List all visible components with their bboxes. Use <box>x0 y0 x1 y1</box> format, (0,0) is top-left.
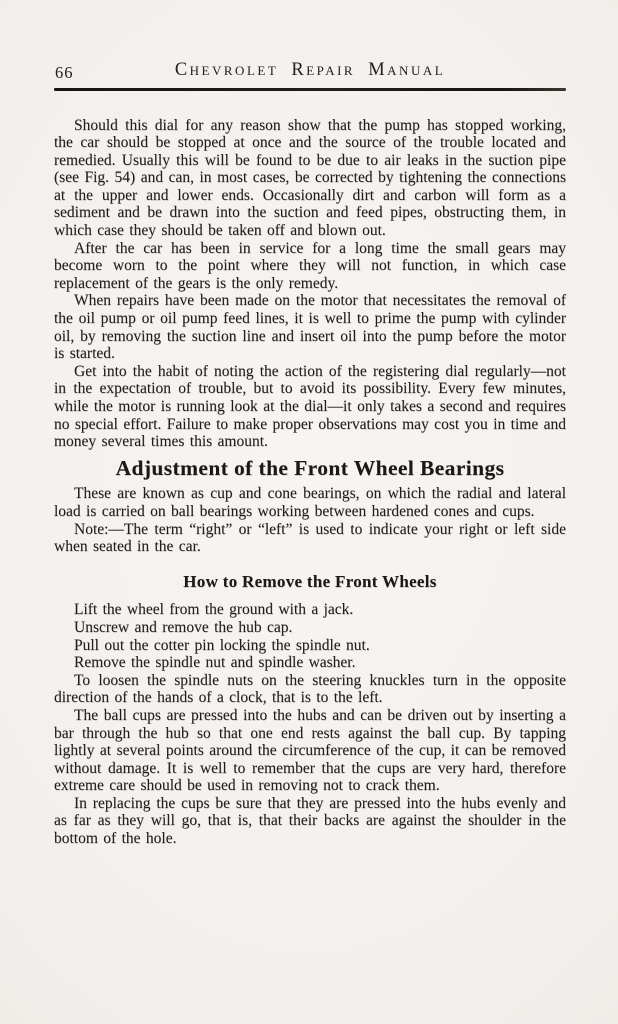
page-header <box>54 60 566 84</box>
paragraph-ball-cups-removal: The ball cups are pressed into the hubs and can be driven out by inserting a bar through the hub so that one end rests against the ball cup. By tapping lightly at several points around the circumference of the cup, it can be removed without damage. It is well to remember that the cups are very hard, therefore extreme care should be used in removing not to crack them. <box>54 706 566 795</box>
paragraph-pump-dial: Should this dial for any reason show that the pump has stopped working, the car should be stopped at once and the source of the trouble located and remedied. Usually this will be found to be due to air leaks in the suction pipe (see Fig. 54) and can, in most cases, be corrected by tightening the connections at the upper and lower ends. Occasionally dirt and carbon will form as a sediment and be drawn into the suction and feed pipes, obstructing them, in which case they should be taken off and blown out. <box>54 116 566 240</box>
header-rule <box>54 88 566 91</box>
paragraph-replacing-cups: In replacing the cups be sure that they are pressed into the hubs evenly and as far as they will go, that is, that their backs are against the shoulder in the bottom of the hole. <box>54 794 566 848</box>
step-pull-cotter-pin: Pull out the cotter pin locking the spindle nut. <box>74 636 370 654</box>
step-unscrew-hub-cap: Unscrew and remove the hub cap. <box>74 618 293 636</box>
paragraph-note-right-left: Note:—The term “right” or “left” is used to indicate your right or left side when seated in the car. <box>54 520 566 556</box>
step-remove-spindle-nut: Remove the spindle nut and spindle washer. <box>74 654 356 672</box>
paragraph-worn-gears: After the car has been in service for a long time the small gears may become worn to the point where they will not function, in which case replacement of the gears is the only remedy. <box>54 239 566 292</box>
step-lift-wheel: Lift the wheel from the ground with a jack. <box>74 601 354 619</box>
paragraph-registering-dial-habit: Get into the habit of noting the action of the registering dial regularly—not in the expectation of trouble, but to avoid its possibility. Every few minutes, while the motor is running look at the dial—it only takes a second and requires no special effort. Failure to make proper observations may cost you in time and money several times this amount. <box>54 362 566 451</box>
text-column <box>54 60 566 848</box>
paragraph-prime-pump: When repairs have been made on the motor that necessitates the removal of the oil pump or oil pump feed lines, it is well to prime the pump with cylinder oil, by removing the suction line and insert oil into the pump before the motor is started. <box>54 292 566 363</box>
paragraph-cup-and-cone-bearings: These are known as cup and cone bearings, on which the radial and lateral load is carried on ball bearings working between hardened cones and cups. <box>54 485 566 520</box>
page-body <box>54 117 566 848</box>
section-heading-front-wheel-bearings: Adjustment of the Front Wheel Bearings <box>115 455 505 480</box>
page-number: 66 <box>55 63 74 82</box>
subsection-heading-remove-front-wheels: How to Remove the Front Wheels <box>183 571 437 591</box>
running-title: Chevrolet Repair Manual <box>174 60 446 80</box>
step-loosen-spindle-nuts: To loosen the spindle nuts on the steering knuckles turn in the opposite direction of the hands of a clock, that is to the left. <box>54 671 566 707</box>
